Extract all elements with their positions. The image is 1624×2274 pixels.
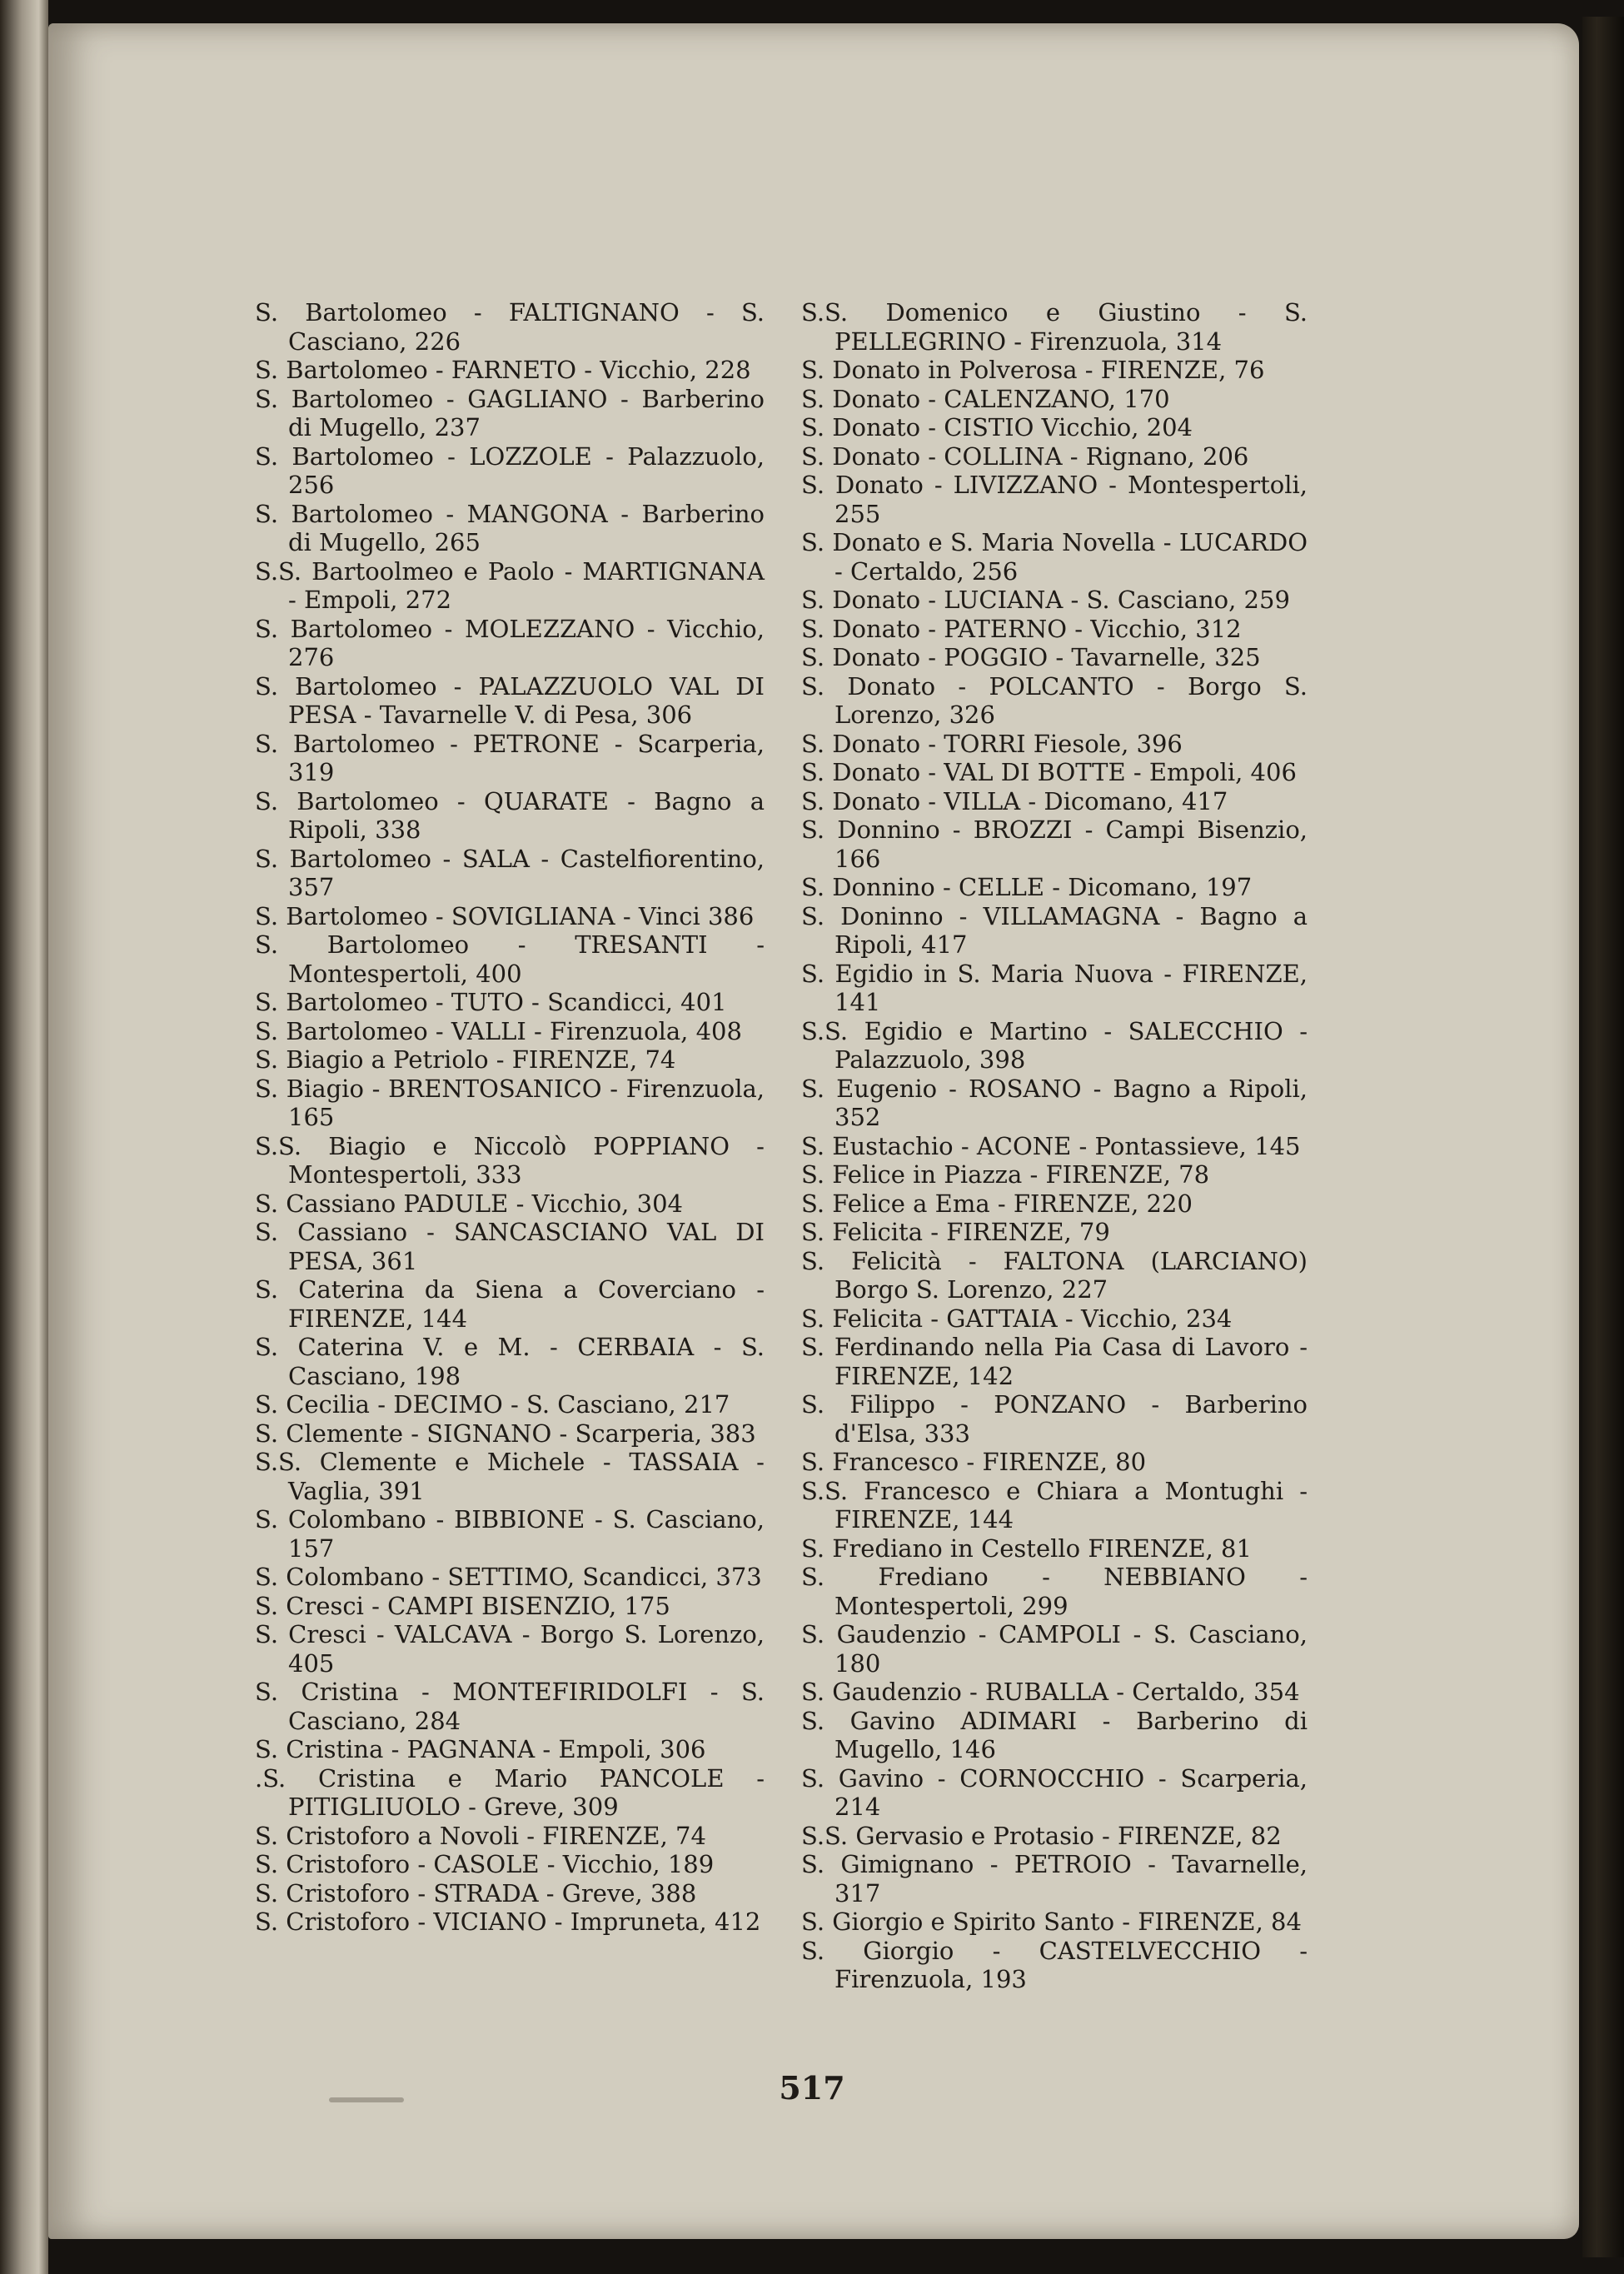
index-entry: S. Donato - LIVIZZANO - Montespertoli, 255 xyxy=(801,471,1308,528)
right-book-edge xyxy=(1582,17,1624,2257)
index-entry: S. Donato - VILLA - Dicomano, 417 xyxy=(801,786,1228,815)
index-entry: S. Clemente - SIGNANO - Scarperia, 383 xyxy=(255,1419,756,1448)
index-entry: S. Felice in Piazza - FIRENZE, 78 xyxy=(801,1160,1210,1189)
page-number: 517 xyxy=(779,2069,845,2107)
index-entry: S. Bartolomeo - SALA - Castelfiorentino, 357 xyxy=(255,844,765,901)
index-entry: S. Donnino - CELLE - Dicomano, 197 xyxy=(801,873,1253,901)
index-entry: S. Felicità - FALTONA (LARCIANO) Borgo S. Lorenzo, 227 xyxy=(801,1246,1308,1304)
index-entry: S.S. Domenico e Giustino - S. PELLEGRINO - Firenzuola, 314 xyxy=(801,298,1308,356)
index-entry: S. Biagio a Petriolo - FIRENZE, 74 xyxy=(255,1045,676,1074)
index-entry: S. Frediano - NEBBIANO - Montespertoli, 299 xyxy=(801,1563,1308,1620)
index-entry: S. Donato - TORRI Fiesole, 396 xyxy=(801,729,1183,758)
index-entry: S.S. Francesco e Chiara a Montughi - FIRENZE, 144 xyxy=(801,1476,1308,1533)
index-entry: S. Donato - POGGIO - Tavarnelle, 325 xyxy=(801,643,1261,671)
index-entry: S. Gaudenzio - CAMPOLI - S. Casciano, 180 xyxy=(801,1620,1308,1678)
left-column xyxy=(255,298,765,1937)
index-entry: S. Giorgio e Spirito Santo - FIRENZE, 84 xyxy=(801,1907,1302,1936)
index-entry: S. Donato - CISTIO Vicchio, 204 xyxy=(801,413,1193,441)
index-entry: S. Felicita - FIRENZE, 79 xyxy=(801,1218,1110,1246)
index-entry: S. Donato - COLLINA - Rignano, 206 xyxy=(801,441,1249,471)
index-entry: S. Cristina - PAGNANA - Empoli, 306 xyxy=(255,1735,706,1763)
index-entry: S. Cecilia - DECIMO - S. Casciano, 217 xyxy=(255,1390,730,1419)
index-entry: S.S. Biagio e Niccolò POPPIANO - Montespertoli, 333 xyxy=(255,1131,765,1189)
index-entry: S. Bartolomeo - TUTO - Scandicci, 401 xyxy=(255,988,727,1016)
index-entry: S. Gavino ADIMARI - Barberino di Mugello, 146 xyxy=(801,1706,1308,1763)
index-entry: S. Cristoforo - CASOLE - Vicchio, 189 xyxy=(255,1850,715,1878)
index-entry: S. Filippo - PONZANO - Barberino d'Elsa, 333 xyxy=(801,1390,1308,1448)
index-entry: S. Cristoforo a Novoli - FIRENZE, 74 xyxy=(255,1821,706,1850)
index-entry: S. Felice a Ema - FIRENZE, 220 xyxy=(801,1189,1193,1218)
index-entry: S. Cristina - MONTEFIRIDOLFI - S. Casciano, 284 xyxy=(255,1678,765,1735)
index-entry: S. Colombano - SETTIMO, Scandicci, 373 xyxy=(255,1563,762,1591)
index-entry: S. Bartolomeo - TRESANTI - Montespertoli, 400 xyxy=(255,930,765,988)
index-entry: S. Bartolomeo - LOZZOLE - Palazzuolo, 256 xyxy=(255,441,765,499)
index-entry: S. Ferdinando nella Pia Casa di Lavoro - FIRENZE, 142 xyxy=(801,1333,1308,1390)
index-entry: S. Doninno - VILLAMAGNA - Bagno a Ripoli, 417 xyxy=(801,901,1308,959)
index-entry: S. Bartolomeo - SOVIGLIANA - Vinci 386 xyxy=(255,901,755,930)
index-entry: S. Donato - CALENZANO, 170 xyxy=(801,384,1170,413)
index-entry: S. Bartolomeo - PALAZZUOLO VAL DI PESA - Tavarnelle V. di Pesa, 306 xyxy=(255,671,765,729)
index-entry: S. Egidio in S. Maria Nuova - FIRENZE, 141 xyxy=(801,959,1308,1016)
index-entry: S. Cresci - CAMPI BISENZIO, 175 xyxy=(255,1591,670,1620)
index-entry: S. Bartolomeo - PETRONE - Scarperia, 319 xyxy=(255,729,765,786)
index-entry: S.S. Egidio e Martino - SALECCHIO - Palazzuolo, 398 xyxy=(801,1016,1308,1074)
index-entry: S. Felicita - GATTAIA - Vicchio, 234 xyxy=(801,1304,1233,1333)
index-entry: S.S. Bartoolmeo e Paolo - MARTIGNANA - Empoli, 272 xyxy=(255,556,765,614)
index-entry: S. Frediano in Cestello FIRENZE, 81 xyxy=(801,1533,1252,1563)
index-entry: S. Cresci - VALCAVA - Borgo S. Lorenzo, 405 xyxy=(255,1620,765,1678)
index-entry: S. Gaudenzio - RUBALLA - Certaldo, 354 xyxy=(801,1678,1300,1706)
index-entry: S. Giorgio - CASTELVECCHIO - Firenzuola, 193 xyxy=(801,1936,1308,1993)
index-entry: S. Bartolomeo - GAGLIANO - Barberino di Mugello, 237 xyxy=(255,384,765,441)
index-entry: S. Bartolomeo - FALTIGNANO - S. Casciano, 226 xyxy=(255,298,765,356)
index-entry: S. Gimignano - PETROIO - Tavarnelle, 317 xyxy=(801,1850,1308,1907)
index-entry: S. Cassiano - SANCASCIANO VAL DI PESA, 361 xyxy=(255,1218,765,1275)
index-entry: S. Cristoforo - VICIANO - Impruneta, 412 xyxy=(255,1907,761,1936)
index-entry: S.S. Clemente e Michele - TASSAIA - Vaglia, 391 xyxy=(255,1448,765,1505)
index-entry: S. Donnino - BROZZI - Campi Bisenzio, 166 xyxy=(801,815,1308,873)
index-entry: S. Gavino - CORNOCCHIO - Scarperia, 214 xyxy=(801,1763,1308,1821)
index-entry: S. Cristoforo - STRADA - Greve, 388 xyxy=(255,1878,697,1907)
index-entry: S. Colombano - BIBBIONE - S. Casciano, 157 xyxy=(255,1505,765,1563)
index-entry: S.S. Gervasio e Protasio - FIRENZE, 82 xyxy=(801,1821,1282,1850)
index-entry: S. Donato e S. Maria Novella - LUCARDO - Certaldo, 256 xyxy=(801,528,1308,586)
index-entry: S. Cassiano PADULE - Vicchio, 304 xyxy=(255,1189,683,1218)
index-entry: S. Eustachio - ACONE - Pontassieve, 145 xyxy=(801,1131,1301,1160)
index-entry: .S. Cristina e Mario PANCOLE - PITIGLIUOLO - Greve, 309 xyxy=(255,1763,765,1821)
right-column xyxy=(801,298,1308,1994)
index-entry: S. Bartolomeo - MANGONA - Barberino di Mugello, 265 xyxy=(255,499,765,556)
index-entry: S. Donato in Polverosa - FIRENZE, 76 xyxy=(801,356,1265,384)
left-page-edge xyxy=(0,0,48,2274)
index-entry: S. Bartolomeo - QUARATE - Bagno a Ripoli, 338 xyxy=(255,786,765,844)
index-entry: S. Donato - PATERNO - Vicchio, 312 xyxy=(801,614,1242,643)
index-entry: S. Francesco - FIRENZE, 80 xyxy=(801,1448,1147,1476)
index-entry: S. Caterina da Siena a Coverciano - FIRENZE, 144 xyxy=(255,1275,765,1333)
index-entry: S. Donato - VAL DI BOTTE - Empoli, 406 xyxy=(801,758,1297,786)
index-entry: S. Donato - LUCIANA - S. Casciano, 259 xyxy=(801,586,1290,614)
index-entry: S. Bartolomeo - FARNETO - Vicchio, 228 xyxy=(255,356,751,384)
index-entry: S. Bartolomeo - MOLEZZANO - Vicchio, 276 xyxy=(255,614,765,671)
index-entry: S. Biagio - BRENTOSANICO - Firenzuola, 165 xyxy=(255,1074,765,1131)
index-entry: S. Bartolomeo - VALLI - Firenzuola, 408 xyxy=(255,1016,742,1045)
index-entry: S. Donato - POLCANTO - Borgo S. Lorenzo, 326 xyxy=(801,671,1308,729)
index-entry: S. Caterina V. e M. - CERBAIA - S. Casciano, 198 xyxy=(255,1333,765,1390)
index-entry: S. Eugenio - ROSANO - Bagno a Ripoli, 352 xyxy=(801,1074,1308,1131)
